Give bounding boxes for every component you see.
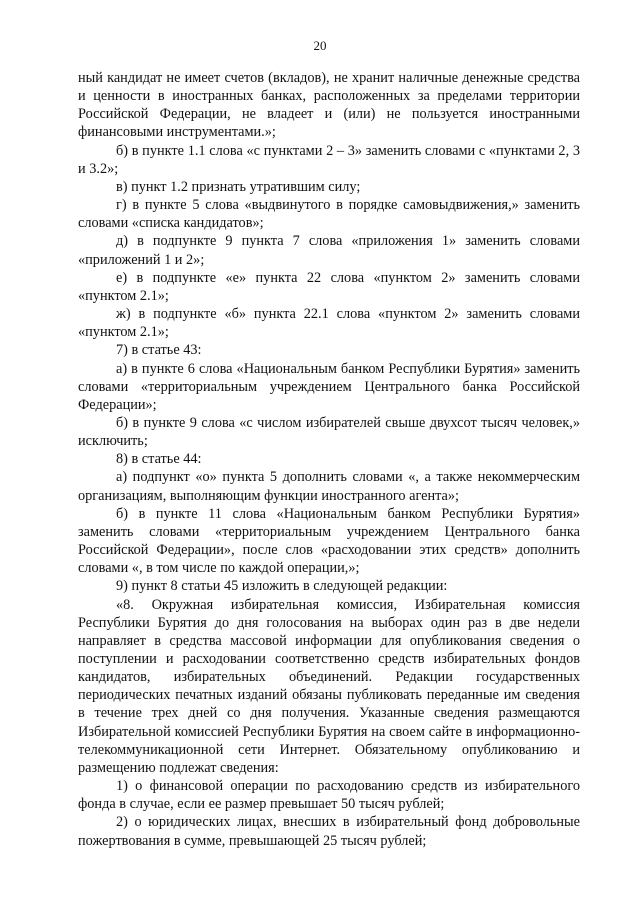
paragraph: ж) в подпункте «б» пункта 22.1 слова «пунктом 2» заменить словами «пунктом 2.1»;	[78, 306, 580, 341]
paragraph: а) подпункт «о» пункта 5 дополнить словами «, а также некоммерческим организациям, выполняющим функции иностранного агента»;	[78, 469, 580, 504]
paragraph: б) в пункте 9 слова «с числом избирателей свыше двухсот тысяч человек,» исключить;	[78, 414, 580, 450]
paragraph: 7) в статье 43:	[116, 342, 202, 359]
paragraph: ный кандидат не имеет счетов (вкладов), не хранит наличные денежные средства и ценности в иностранных банках, расположенных за пределами территории Российской Федерации, не владеет и (или) не пользуется иностранными финансовыми инструментами.»;	[78, 70, 580, 141]
paragraph: а) в пункте 6 слова «Национальным банком Республики Бурятия» заменить словами «территориальным учреждением Центрального банка Российской Федерации»;	[78, 360, 580, 413]
paragraph: 2) о юридических лицах, внесших в избирательный фонд добровольные пожертвования в сумме, превышающей 25 тысяч рублей;	[78, 814, 580, 849]
paragraph: д) в подпункте 9 пункта 7 слова «приложения 1» заменить словами «приложений 1 и 2»;	[78, 233, 580, 268]
document-body	[78, 69, 580, 850]
paragraph: 8) в статье 44:	[116, 451, 202, 468]
paragraph: 9) пункт 8 статьи 45 изложить в следующей редакции:	[116, 578, 448, 595]
paragraph: г) в пункте 5 слова «выдвинутого в порядке самовыдвижения,» заменить словами «списка кандидатов»;	[78, 197, 580, 232]
paragraph: 1) о финансовой операции по расходованию средств из избирательного фонда в случае, если ее размер превышает 50 тысяч рублей;	[78, 778, 580, 813]
paragraph: б) в пункте 1.1 слова «с пунктами 2 – 3» заменить словами с «пунктами 2, 3 и 3.2»;	[78, 142, 580, 177]
paragraph: «8. Окружная избирательная комиссия, Избирательная комиссия Республики Бурятия до дня голосования на выборах один раз в две недели направляет в средства массовой информации для опубликования сведения о поступлении и расходовании соответственно средств избирательных фондов кандидатов, избирательных объединений. Редакции государственных периодических печатных изданий обязаны публиковать переданные им сведения в течение трех дней со дня получения. Указанные сведения размещаются Избирательной комиссией Республики Бурятия на своем сайте в информационно-телекоммуникационной сети Интернет. Обязательному опубликованию и размещению подлежат сведения:	[78, 596, 580, 776]
paragraph: в) пункт 1.2 признать утратившим силу;	[116, 178, 361, 195]
page-number: 20	[313, 38, 327, 53]
paragraph: б) в пункте 11 слова «Национальным банком Республики Бурятия» заменить словами «территориальным учреждением Центрального банка Российской Федерации», после слов «расходовании этих средств» дополнить словами «, в том числе по каждой операции,»;	[78, 505, 580, 577]
paragraph: е) в подпункте «е» пункта 22 слова «пунктом 2» заменить словами «пунктом 2.1»;	[78, 269, 580, 304]
